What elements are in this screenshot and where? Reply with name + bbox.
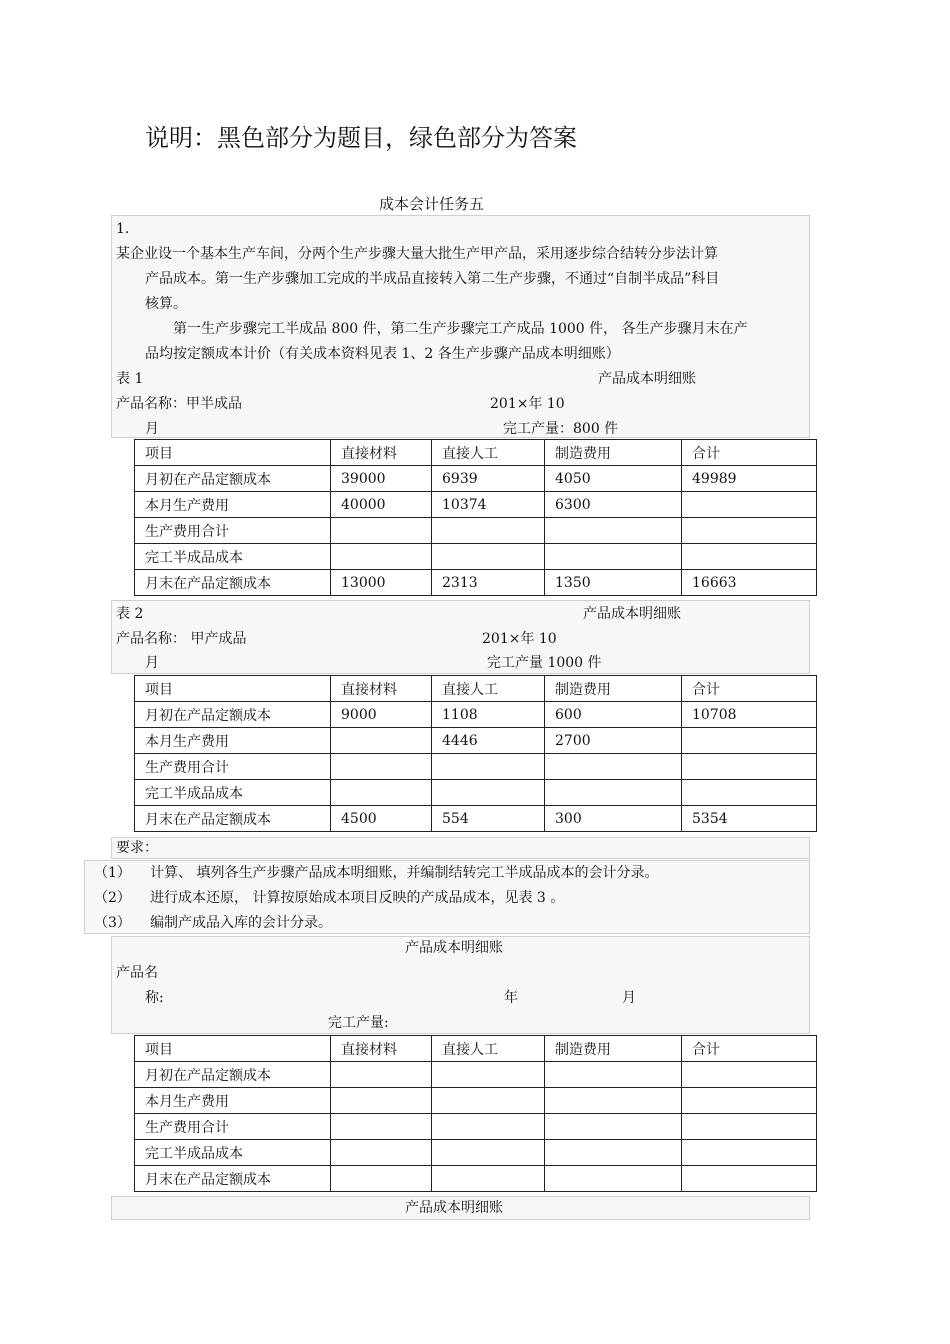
header-cell: 直接人工 — [432, 1036, 545, 1062]
table-cell: 4050 — [545, 466, 682, 492]
table-cell — [682, 754, 817, 780]
header-cell: 项目 — [135, 440, 331, 466]
table1-date: 201×年 10 — [490, 396, 565, 412]
table-cell — [432, 754, 545, 780]
header-cell: 项目 — [135, 676, 331, 702]
header-cell: 直接人工 — [432, 440, 545, 466]
table-cell: 5354 — [682, 806, 817, 832]
table-cell: 10374 — [432, 492, 545, 518]
table-cell: 完工半成品成本 — [135, 544, 331, 570]
problem-text-line: 第一生产步骤完工半成品 800 件，第二生产步骤完工产成品 1000 件， 各生产步骤月末在产 — [173, 321, 748, 337]
table-cell — [331, 754, 432, 780]
requirement-number: （3） — [94, 915, 131, 931]
table-cell: 月末在产品定额成本 — [135, 570, 331, 596]
ledger-table-3 — [134, 1035, 817, 1192]
table-cell — [331, 780, 432, 806]
table-cell: 生产费用合计 — [135, 518, 331, 544]
document-title: 成本会计任务五 — [379, 195, 485, 213]
table-row — [135, 544, 817, 570]
table-cell — [682, 492, 817, 518]
table-cell — [331, 544, 432, 570]
table2-month: 月 — [145, 655, 159, 671]
header-cell: 制造费用 — [545, 1036, 682, 1062]
table-row — [135, 1062, 817, 1088]
table1-output: 完工产量：800 件 — [503, 421, 619, 437]
table-cell: 完工半成品成本 — [135, 780, 331, 806]
header-cell: 合计 — [682, 440, 817, 466]
requirement-number: （1） — [94, 865, 131, 881]
table-cell — [331, 1114, 432, 1140]
problem-text-line: 核算。 — [145, 296, 187, 312]
problem-number: 1. — [116, 221, 130, 237]
table-row — [135, 1166, 817, 1192]
table-cell — [545, 1062, 682, 1088]
table-cell — [682, 728, 817, 754]
table-cell: 月初在产品定额成本 — [135, 466, 331, 492]
table-row — [135, 1114, 817, 1140]
table-row — [135, 1088, 817, 1114]
header-cell: 制造费用 — [545, 440, 682, 466]
table-cell — [682, 1166, 817, 1192]
table-cell — [545, 518, 682, 544]
table-row — [135, 780, 817, 806]
table2-label: 表 2 — [116, 606, 144, 622]
requirement-text: 进行成本还原， 计算按原始成本项目反映的产成品成本，见表 3 。 — [150, 890, 565, 906]
header-cell: 直接材料 — [331, 1036, 432, 1062]
table-cell: 生产费用合计 — [135, 754, 331, 780]
table-cell: 月末在产品定额成本 — [135, 806, 331, 832]
ledger-table-1 — [134, 439, 817, 596]
table-cell: 10708 — [682, 702, 817, 728]
table-cell — [331, 1140, 432, 1166]
table-header-row — [135, 1036, 817, 1062]
table-cell — [432, 1140, 545, 1166]
table-cell — [682, 1114, 817, 1140]
table-cell — [432, 518, 545, 544]
table3-caption: 产品成本明细账 — [405, 940, 503, 956]
table-cell — [682, 1140, 817, 1166]
problem-text-line: 产品成本。第一生产步骤加工完成的半成品直接转入第二生产步骤，不通过“自制半成品”科目 — [145, 271, 720, 287]
table-row — [135, 1140, 817, 1166]
table-cell: 本月生产费用 — [135, 492, 331, 518]
table-cell — [432, 1088, 545, 1114]
table-cell: 4500 — [331, 806, 432, 832]
table-cell — [682, 544, 817, 570]
table-cell — [545, 544, 682, 570]
table-cell — [545, 1166, 682, 1192]
table-cell — [432, 544, 545, 570]
table-row — [135, 728, 817, 754]
table-cell: 月初在产品定额成本 — [135, 702, 331, 728]
table-cell — [432, 1062, 545, 1088]
table-cell — [682, 1088, 817, 1114]
table4-caption: 产品成本明细账 — [405, 1200, 503, 1216]
problem-text-line: 品均按定额成本计价（有关成本资料见表 1、2 各生产步骤产品成本明细账） — [145, 346, 620, 362]
table-cell — [331, 1088, 432, 1114]
table-cell: 554 — [432, 806, 545, 832]
table-cell — [545, 1114, 682, 1140]
table-row — [135, 754, 817, 780]
ledger-table-2 — [134, 675, 817, 832]
table-cell: 6300 — [545, 492, 682, 518]
table2-product: 产品名称： 甲产成品 — [116, 631, 247, 647]
table-cell: 1350 — [545, 570, 682, 596]
table-cell — [545, 754, 682, 780]
table-cell: 40000 — [331, 492, 432, 518]
table-row — [135, 466, 817, 492]
requirements-label-box — [111, 837, 810, 859]
table-cell: 600 — [545, 702, 682, 728]
table-cell — [331, 728, 432, 754]
header-cell: 直接材料 — [331, 440, 432, 466]
table-cell: 4446 — [432, 728, 545, 754]
table-cell: 16663 — [682, 570, 817, 596]
table-cell — [432, 1166, 545, 1192]
table-cell: 本月生产费用 — [135, 1088, 331, 1114]
table3-year: 年 — [504, 990, 518, 1006]
table-cell: 2313 — [432, 570, 545, 596]
table-row — [135, 518, 817, 544]
requirements-label: 要求： — [116, 840, 158, 856]
table-row — [135, 492, 817, 518]
header-cell: 直接材料 — [331, 676, 432, 702]
table-cell: 9000 — [331, 702, 432, 728]
table-cell — [545, 780, 682, 806]
table-cell — [545, 1140, 682, 1166]
table-header-row — [135, 440, 817, 466]
table1-caption: 产品成本明细账 — [598, 371, 696, 387]
table-cell — [432, 1114, 545, 1140]
problem-text-line: 某企业设一个基本生产车间，分两个生产步骤大量大批生产甲产品，采用逐步综合结转分步法计算 — [116, 246, 718, 262]
table3-product-label: 产品名 — [116, 965, 158, 981]
table-cell: 本月生产费用 — [135, 728, 331, 754]
header-cell: 合计 — [682, 1036, 817, 1062]
table-cell: 月初在产品定额成本 — [135, 1062, 331, 1088]
requirement-text: 编制产成品入库的会计分录。 — [150, 915, 332, 931]
table-cell — [331, 1166, 432, 1192]
table-header-row — [135, 676, 817, 702]
table-cell — [682, 518, 817, 544]
table-cell: 1108 — [432, 702, 545, 728]
table-cell — [331, 1062, 432, 1088]
table-cell: 39000 — [331, 466, 432, 492]
table-cell — [432, 780, 545, 806]
table2-date: 201×年 10 — [482, 631, 557, 647]
table-cell: 完工半成品成本 — [135, 1140, 331, 1166]
table-cell: 月末在产品定额成本 — [135, 1166, 331, 1192]
header-cell: 直接人工 — [432, 676, 545, 702]
table-cell: 2700 — [545, 728, 682, 754]
table3-output: 完工产量: — [328, 1015, 389, 1031]
table-row — [135, 806, 817, 832]
table-cell: 300 — [545, 806, 682, 832]
table2-caption: 产品成本明细账 — [583, 606, 681, 622]
table1-product: 产品名称：甲半成品 — [116, 396, 242, 412]
table-cell: 49989 — [682, 466, 817, 492]
table-cell — [545, 1088, 682, 1114]
header-cell: 合计 — [682, 676, 817, 702]
table-cell — [331, 518, 432, 544]
header-cell: 项目 — [135, 1036, 331, 1062]
table-cell — [682, 780, 817, 806]
table3-month: 月 — [622, 990, 636, 1006]
table-row — [135, 702, 817, 728]
requirement-text: 计算、 填列各生产步骤产品成本明细账，并编制结转完工半成品成本的会计分录。 — [150, 865, 659, 881]
table1-label: 表 1 — [116, 371, 144, 387]
table-cell: 生产费用合计 — [135, 1114, 331, 1140]
table-cell — [682, 1062, 817, 1088]
table1-month: 月 — [145, 421, 159, 437]
table2-output: 完工产量 1000 件 — [487, 655, 602, 671]
table-cell: 13000 — [331, 570, 432, 596]
table-cell: 6939 — [432, 466, 545, 492]
table3-product-label: 称: — [145, 990, 164, 1006]
answer-note: 说明：黑色部分为题目，绿色部分为答案 — [145, 124, 577, 152]
header-cell: 制造费用 — [545, 676, 682, 702]
requirement-number: （2） — [94, 890, 131, 906]
table-row — [135, 570, 817, 596]
